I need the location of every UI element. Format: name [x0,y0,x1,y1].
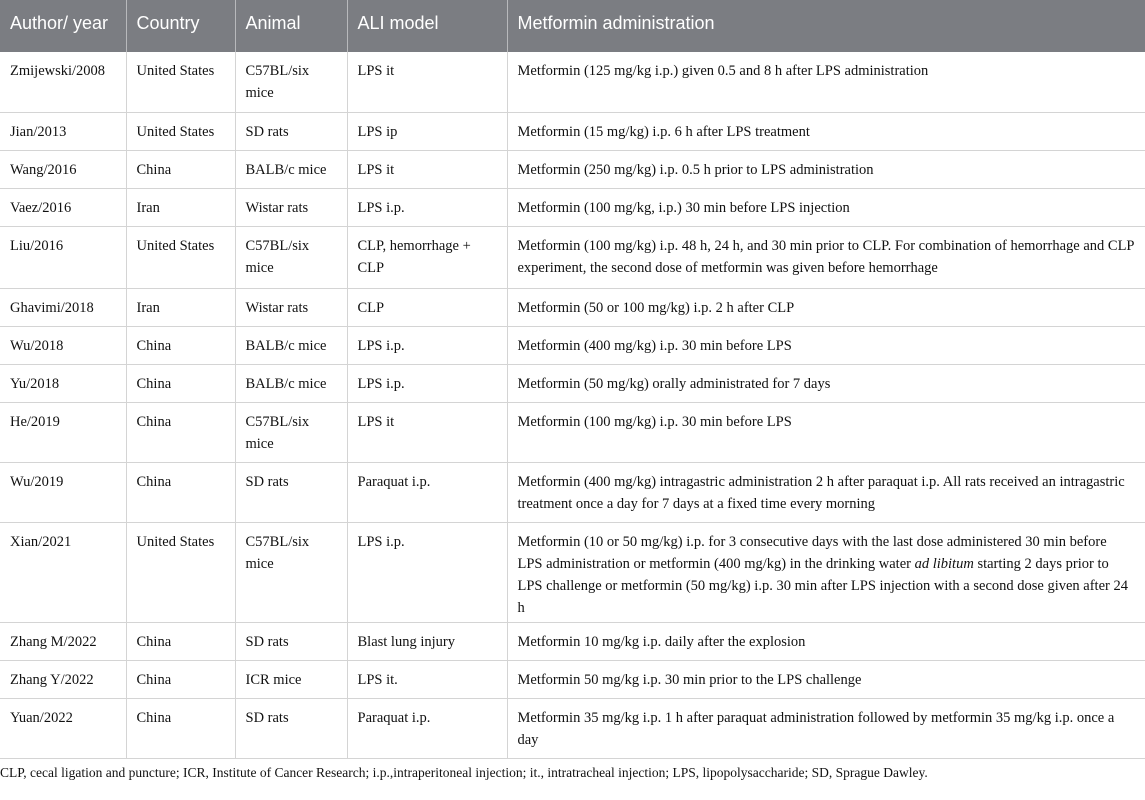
cell-animal: Wistar rats [235,188,347,226]
table-row [0,150,1145,188]
cell-model: LPS i.p. [347,364,507,402]
header-ali-model: ALI model [347,0,507,52]
cell-administration: Metformin (125 mg/kg i.p.) given 0.5 and 8 h after LPS administration [507,52,1145,112]
cell-country: China [126,462,235,522]
cell-animal: C57BL/six mice [235,522,347,622]
cell-country: United States [126,226,235,288]
cell-administration: Metformin (100 mg/kg, i.p.) 30 min before LPS injection [507,188,1145,226]
cell-administration: Metformin (100 mg/kg) i.p. 30 min before LPS [507,402,1145,462]
cell-animal: C57BL/six mice [235,402,347,462]
cell-administration: Metformin (400 mg/kg) intragastric administration 2 h after paraquat i.p. All rats received an intragastric treatment once a day for 7 days at a fixed time every morning [507,462,1145,522]
cell-country: China [126,622,235,660]
table-row [0,288,1145,326]
table-row [0,660,1145,698]
table-footnote: CLP, cecal ligation and puncture; ICR, Institute of Cancer Research; i.p.,intraperitoneal injection; it., intratracheal injection; LPS, lipopolysaccharide; SD, Sprague Dawley. [0,764,928,780]
cell-country: China [126,402,235,462]
cell-author: Wu/2019 [0,462,126,522]
cell-administration: Metformin (50 or 100 mg/kg) i.p. 2 h after CLP [507,288,1145,326]
cell-administration: Metformin (50 mg/kg) orally administrated for 7 days [507,364,1145,402]
cell-model: LPS it [347,52,507,112]
cell-administration: Metformin (100 mg/kg) i.p. 48 h, 24 h, and 30 min prior to CLP. For combination of hemorrhage and CLP experiment, the second dose of metformin was given before hemorrhage [507,226,1145,288]
cell-author: Yuan/2022 [0,698,126,758]
cell-model: CLP [347,288,507,326]
cell-author: Liu/2016 [0,226,126,288]
cell-author: Wang/2016 [0,150,126,188]
cell-country: United States [126,52,235,112]
cell-country: China [126,364,235,402]
cell-model: LPS it [347,402,507,462]
cell-administration [507,522,1145,622]
cell-animal: SD rats [235,112,347,150]
cell-author: Zhang Y/2022 [0,660,126,698]
table-row [0,364,1145,402]
cell-administration: Metformin (400 mg/kg) i.p. 30 min before LPS [507,326,1145,364]
table-row [0,226,1145,288]
cell-animal: SD rats [235,698,347,758]
cell-author: Ghavimi/2018 [0,288,126,326]
cell-author: Wu/2018 [0,326,126,364]
cell-author: Yu/2018 [0,364,126,402]
cell-animal: C57BL/six mice [235,52,347,112]
admin-text-post: starting 2 days prior to LPS challenge or metformin (50 mg/kg) i.p. 30 min after LPS injection with a second dose given after 24 h [517,555,1128,616]
cell-country: Iran [126,288,235,326]
cell-model: Blast lung injury [347,622,507,660]
cell-animal: SD rats [235,622,347,660]
cell-animal: SD rats [235,462,347,522]
cell-model: LPS i.p. [347,188,507,226]
cell-model: LPS it. [347,660,507,698]
cell-author: Jian/2013 [0,112,126,150]
cell-model: Paraquat i.p. [347,462,507,522]
cell-country: United States [126,112,235,150]
cell-model: Paraquat i.p. [347,698,507,758]
cell-administration: Metformin (250 mg/kg) i.p. 0.5 h prior to LPS administration [507,150,1145,188]
admin-text-pre: Metformin (10 or 50 mg/kg) i.p. for 3 consecutive days with the last dose administered 30 min before LPS administration or metformin (400 mg/kg) in the drinking water [517,533,1107,572]
table-row [0,112,1145,150]
table-row [0,522,1145,622]
cell-country: China [126,150,235,188]
table-row [0,622,1145,660]
cell-country: United States [126,522,235,622]
cell-country: Iran [126,188,235,226]
cell-author: He/2019 [0,402,126,462]
cell-administration: Metformin 10 mg/kg i.p. daily after the explosion [507,622,1145,660]
cell-author: Zmijewski/2008 [0,52,126,112]
cell-administration: Metformin (15 mg/kg) i.p. 6 h after LPS treatment [507,112,1145,150]
admin-text-italic: ad libitum [914,555,974,572]
cell-model: LPS it [347,150,507,188]
table-row [0,402,1145,462]
cell-country: China [126,326,235,364]
cell-animal: Wistar rats [235,288,347,326]
cell-administration: Metformin 50 mg/kg i.p. 30 min prior to the LPS challenge [507,660,1145,698]
header-author-year: Author/ year [0,0,126,52]
table-row [0,698,1145,758]
cell-model: LPS i.p. [347,522,507,622]
header-row [0,0,1145,52]
cell-author: Vaez/2016 [0,188,126,226]
cell-animal: C57BL/six mice [235,226,347,288]
cell-country: China [126,660,235,698]
header-metformin-administration: Metformin administration [507,0,1145,52]
header-country: Country [126,0,235,52]
cell-animal: BALB/c mice [235,326,347,364]
table-row [0,188,1145,226]
header-animal: Animal [235,0,347,52]
cell-model: CLP, hemorrhage + CLP [347,226,507,288]
cell-author: Xian/2021 [0,522,126,622]
cell-model: LPS i.p. [347,326,507,364]
cell-model: LPS ip [347,112,507,150]
cell-animal: ICR mice [235,660,347,698]
cell-animal: BALB/c mice [235,364,347,402]
table-row [0,52,1145,112]
table-row [0,326,1145,364]
cell-animal: BALB/c mice [235,150,347,188]
table-row [0,462,1145,522]
cell-country: China [126,698,235,758]
cell-author: Zhang M/2022 [0,622,126,660]
cell-administration: Metformin 35 mg/kg i.p. 1 h after paraquat administration followed by metformin 35 mg/kg i.p. once a day [507,698,1145,758]
